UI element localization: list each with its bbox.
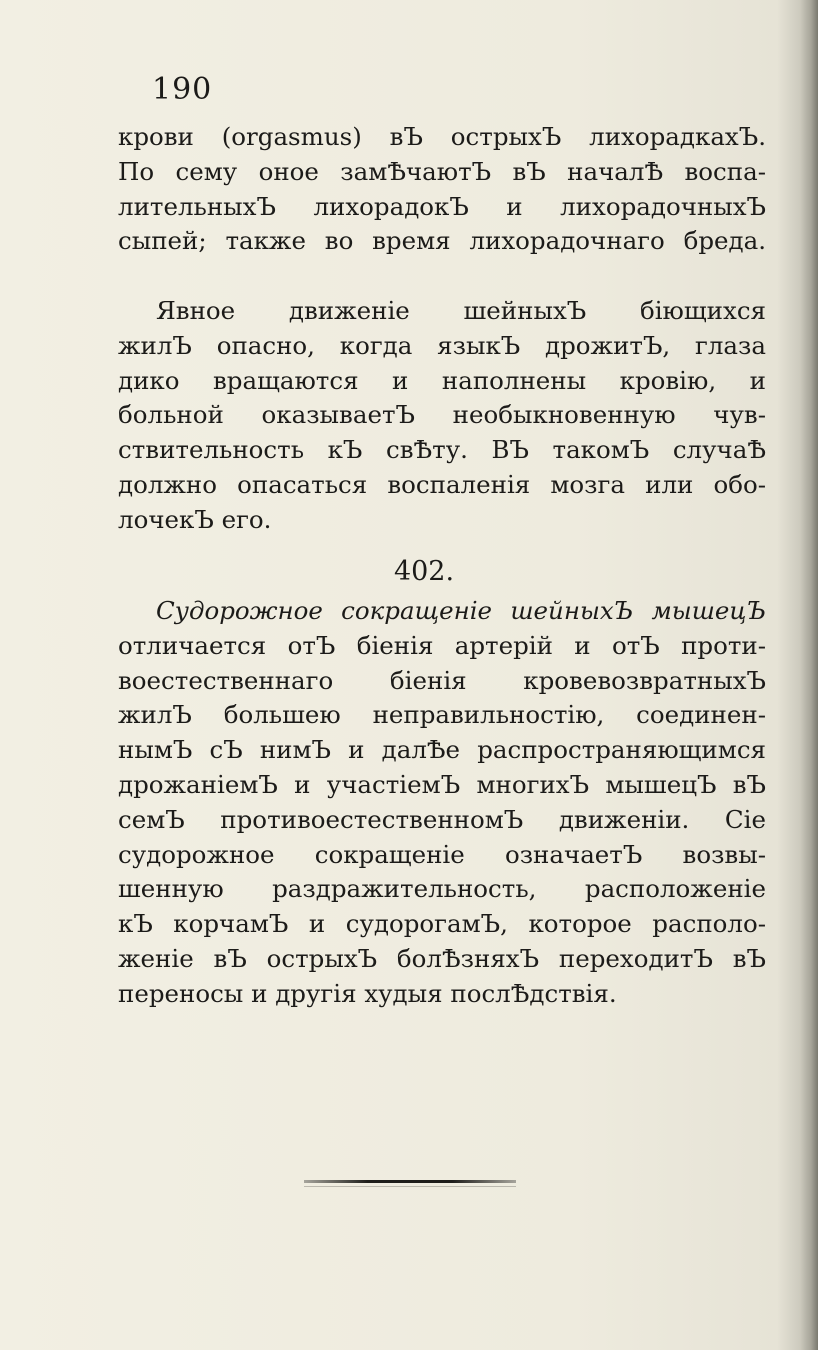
section-number: 402.: [393, 556, 455, 587]
section-heading: Судорожное сокращенiе шейныхЪ мышецЪ: [156, 596, 766, 625]
page-number: 190: [152, 72, 213, 107]
text-line: жилЪ опасно, когда языкЪ дрожитЪ, глаза: [118, 330, 766, 360]
text-line: дрожанiемЪ и участiемЪ многихЪ мышецЪ вЪ: [118, 769, 766, 799]
text-line: лительныхЪ лихорадокЪ и лихорадочныхЪ: [118, 191, 766, 221]
text-line: кЪ корчамЪ и судорогамЪ, которое располо-: [118, 909, 766, 939]
text-line: судорожное сокращенiе означаетЪ возвы-: [118, 839, 766, 869]
text-line: переносы и другiя худыя послѢдствiя.: [118, 978, 617, 1008]
text-line: ствительность кЪ свѢту. ВЪ такомЪ случаѢ: [118, 435, 766, 465]
text-line: крови (orgasmus) вЪ острыхЪ лихорадкахЪ.: [118, 122, 766, 151]
text-line: Явное движенiе шейныхЪ бiющихся: [156, 296, 766, 325]
end-rule: [304, 1180, 516, 1183]
text-line: отличается отЪ бiенiя артерiй и отЪ проти-: [118, 630, 766, 660]
text-line: семЪ противоестественномЪ движенiи. Сiе: [118, 804, 766, 834]
paragraph-1: [118, 120, 766, 259]
text-line: больной оказываетЪ необыкновенную чув-: [118, 400, 766, 430]
text-line: шенную раздражительность, расположенiе: [118, 874, 766, 904]
text-line: лочекЪ его.: [118, 504, 272, 534]
end-rule-thin: [304, 1186, 516, 1187]
text-line: сыпей; также во время лихорадочнаго бреда.: [118, 226, 766, 256]
text-line: должно опасаться воспаленiя мозга или обо-: [118, 469, 766, 499]
text-line: жилЪ большею неправильностiю, соединен-: [118, 700, 766, 730]
page-edge-shadow: [800, 0, 818, 1350]
text-line: нымЪ сЪ нимЪ и далѢе распространяющимся: [118, 735, 766, 765]
paragraph-2: [118, 294, 766, 538]
text-line: воестественнаго бiенiя кровевозвратныхЪ: [118, 665, 766, 695]
text-line: По сему оное замѢчаютЪ вЪ началѢ воспа-: [118, 156, 766, 186]
paragraph-3: [118, 594, 766, 1012]
text-line: дико вращаются и наполнены кровiю, и: [118, 365, 766, 395]
text-line: женiе вЪ острыхЪ болѢзняхЪ переходитЪ вЪ: [118, 943, 766, 973]
